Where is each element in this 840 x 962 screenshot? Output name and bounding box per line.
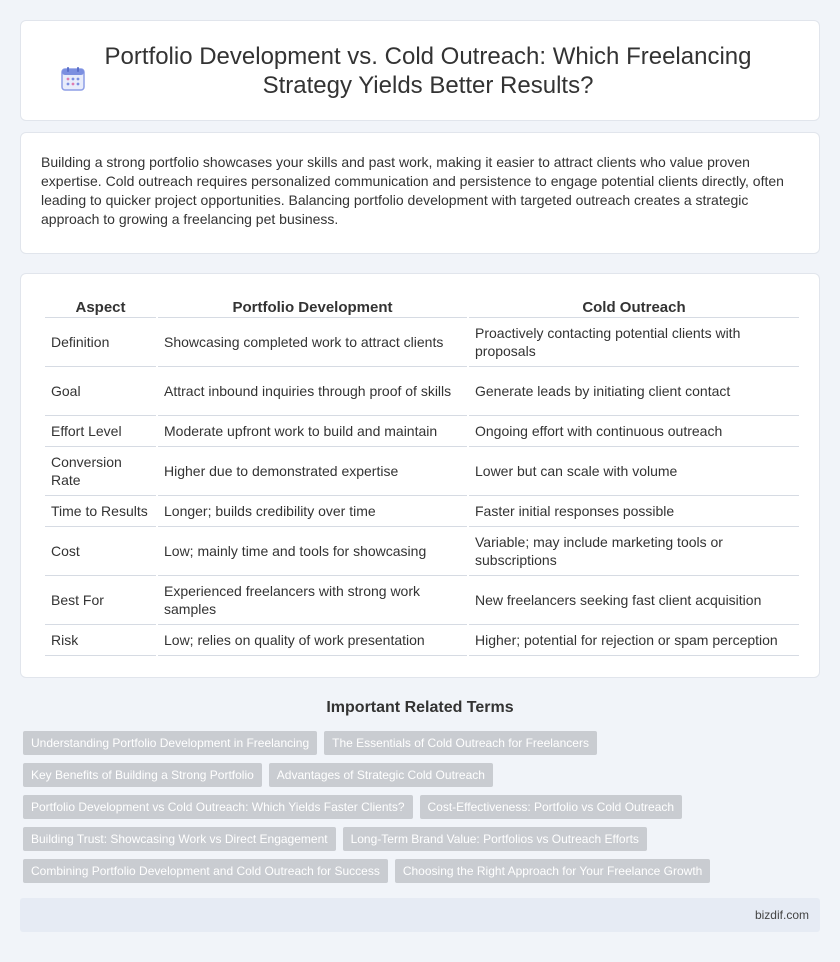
table-row (45, 527, 799, 576)
table-row (45, 496, 799, 527)
column-header: Portfolio Development (158, 294, 467, 318)
table-cell: Proactively contacting potential clients with proposals (469, 318, 799, 367)
related-terms-list (23, 731, 823, 891)
related-term-tag[interactable]: Building Trust: Showcasing Work vs Direct Engagement (23, 827, 336, 851)
table-cell: Low; mainly time and tools for showcasing (158, 527, 467, 576)
calendar-icon (60, 66, 86, 92)
column-header: Aspect (45, 294, 156, 318)
table-cell: Higher; potential for rejection or spam perception (469, 625, 799, 656)
table-cell: Experienced freelancers with strong work samples (158, 576, 467, 625)
table-cell: Definition (45, 318, 156, 367)
related-term-tag[interactable]: Long-Term Brand Value: Portfolios vs Outreach Efforts (343, 827, 647, 851)
table-cell: Faster initial responses possible (469, 496, 799, 527)
comparison-table (43, 294, 801, 656)
table-row (45, 416, 799, 447)
table-cell: Generate leads by initiating client contact (469, 367, 799, 416)
related-term-tag[interactable]: Choosing the Right Approach for Your Freelance Growth (395, 859, 711, 883)
table-cell: New freelancers seeking fast client acquisition (469, 576, 799, 625)
table-cell: Variable; may include marketing tools or subscriptions (469, 527, 799, 576)
intro-card (20, 132, 820, 254)
table-cell: Moderate upfront work to build and maintain (158, 416, 467, 447)
table-cell: Attract inbound inquiries through proof of skills (158, 367, 467, 416)
footer-site-link[interactable]: bizdif.com (754, 908, 809, 922)
table-row (45, 625, 799, 656)
table-cell: Showcasing completed work to attract clients (158, 318, 467, 367)
table-cell: Conversion Rate (45, 447, 156, 496)
related-term-tag[interactable]: Combining Portfolio Development and Cold Outreach for Success (23, 859, 388, 883)
comparison-table-card (20, 273, 820, 678)
table-cell: Ongoing effort with continuous outreach (469, 416, 799, 447)
related-term-tag[interactable]: Key Benefits of Building a Strong Portfolio (23, 763, 262, 787)
table-row (45, 576, 799, 625)
related-term-tag[interactable]: Cost-Effectiveness: Portfolio vs Cold Outreach (420, 795, 683, 819)
table-cell: Time to Results (45, 496, 156, 527)
table-cell: Best For (45, 576, 156, 625)
page-title: Portfolio Development vs. Cold Outreach: Which Freelancing Strategy Yields Better Results? (104, 42, 752, 99)
intro-paragraph: Building a strong portfolio showcases your skills and past work, making it easier to attract clients who value proven expertise. Cold outreach requires personalized communication and persistence to engage potential clients directly, often leading to quicker project opportunities. Balancing portfolio development with targeted outreach creates a strategic approach to growing a freelancing pet business. (41, 154, 784, 227)
table-cell: Effort Level (45, 416, 156, 447)
table-cell: Longer; builds credibility over time (158, 496, 467, 527)
related-term-tag[interactable]: The Essentials of Cold Outreach for Freelancers (324, 731, 597, 755)
related-term-tag[interactable]: Understanding Portfolio Development in Freelancing (23, 731, 317, 755)
title-card (20, 20, 820, 121)
related-term-tag[interactable]: Advantages of Strategic Cold Outreach (269, 763, 493, 787)
table-row (45, 367, 799, 416)
column-header: Cold Outreach (469, 294, 799, 318)
table-cell: Higher due to demonstrated expertise (158, 447, 467, 496)
table-header-row (45, 294, 799, 318)
table-row (45, 318, 799, 367)
table-row (45, 447, 799, 496)
table-cell: Cost (45, 527, 156, 576)
related-term-tag[interactable]: Portfolio Development vs Cold Outreach: Which Yields Faster Clients? (23, 795, 413, 819)
table-cell: Goal (45, 367, 156, 416)
table-cell: Risk (45, 625, 156, 656)
footer (20, 898, 820, 932)
table-cell: Lower but can scale with volume (469, 447, 799, 496)
related-terms-heading: Important Related Terms (326, 699, 514, 716)
table-cell: Low; relies on quality of work presentation (158, 625, 467, 656)
